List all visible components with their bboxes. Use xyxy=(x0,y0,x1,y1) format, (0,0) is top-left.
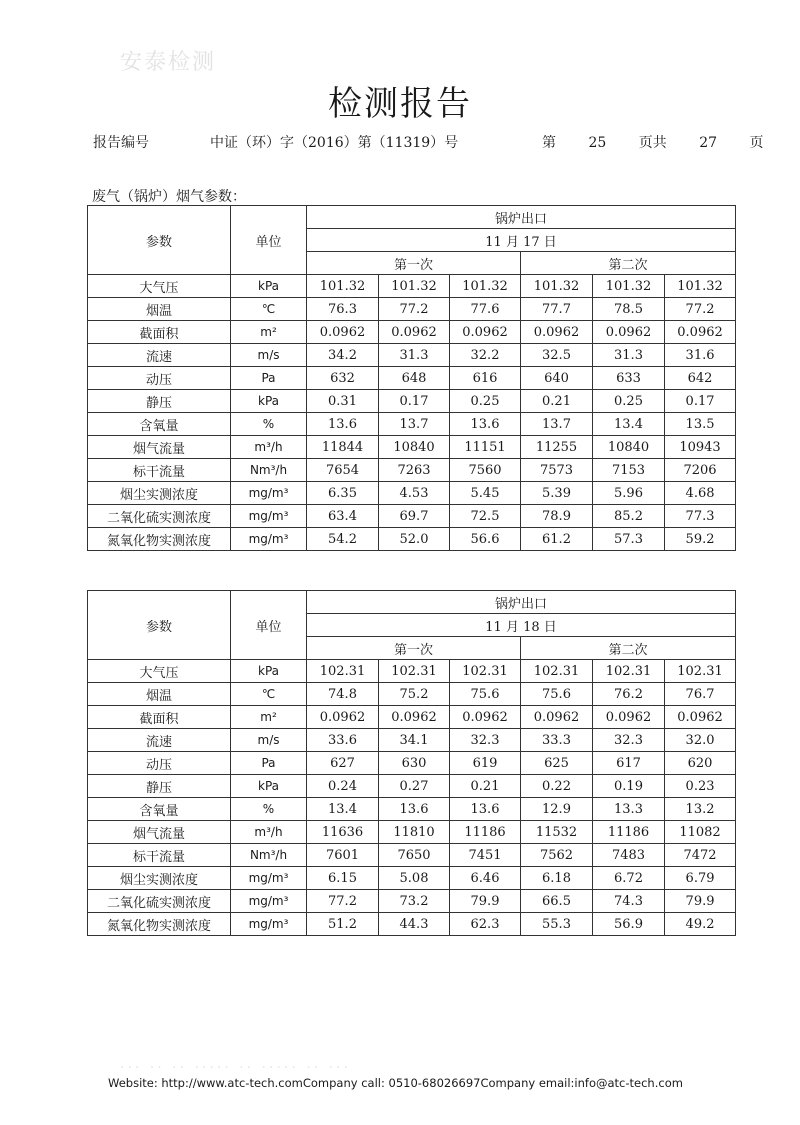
value-cell: 630 xyxy=(379,752,450,775)
value-cell: 55.3 xyxy=(521,913,593,936)
value-cell: 5.96 xyxy=(593,482,665,505)
table-row xyxy=(88,890,736,913)
header-row-location xyxy=(88,206,736,229)
param-unit: mg/m³ xyxy=(231,867,307,890)
flue-gas-table-day1 xyxy=(87,205,736,551)
value-cell: 101.32 xyxy=(450,275,521,298)
page-indicator xyxy=(542,132,777,152)
value-cell: 7472 xyxy=(665,844,736,867)
value-cell: 0.0962 xyxy=(593,321,665,344)
value-cell: 617 xyxy=(593,752,665,775)
param-unit: kPa xyxy=(231,390,307,413)
value-cell: 52.0 xyxy=(379,528,450,551)
value-cell: 32.5 xyxy=(521,344,593,367)
param-name: 流速 xyxy=(88,729,231,752)
value-cell: 7654 xyxy=(307,459,379,482)
param-unit: Pa xyxy=(231,752,307,775)
table-row xyxy=(88,706,736,729)
value-cell: 7263 xyxy=(379,459,450,482)
value-cell: 69.7 xyxy=(379,505,450,528)
param-unit: % xyxy=(231,413,307,436)
value-cell: 5.39 xyxy=(521,482,593,505)
table-row xyxy=(88,367,736,390)
header-location: 锅炉出口 xyxy=(307,206,736,229)
value-cell: 31.3 xyxy=(379,344,450,367)
value-cell: 0.0962 xyxy=(521,706,593,729)
table-row xyxy=(88,752,736,775)
value-cell: 44.3 xyxy=(379,913,450,936)
param-name: 二氧化硫实测浓度 xyxy=(88,890,231,913)
value-cell: 10943 xyxy=(665,436,736,459)
value-cell: 13.4 xyxy=(307,798,379,821)
value-cell: 85.2 xyxy=(593,505,665,528)
value-cell: 34.2 xyxy=(307,344,379,367)
col-header-param: 参数 xyxy=(88,591,231,660)
param-unit: mg/m³ xyxy=(231,482,307,505)
value-cell: 102.31 xyxy=(379,660,450,683)
value-cell: 54.2 xyxy=(307,528,379,551)
value-cell: 61.2 xyxy=(521,528,593,551)
watermark-logo: 安泰检测 xyxy=(120,50,217,75)
value-cell: 56.6 xyxy=(450,528,521,551)
value-cell: 13.6 xyxy=(450,413,521,436)
param-unit: mg/m³ xyxy=(231,528,307,551)
table-row xyxy=(88,528,736,551)
value-cell: 0.0962 xyxy=(379,706,450,729)
param-unit: ℃ xyxy=(231,683,307,706)
param-name: 烟尘实测浓度 xyxy=(88,482,231,505)
value-cell: 59.2 xyxy=(665,528,736,551)
value-cell: 102.31 xyxy=(521,660,593,683)
value-cell: 6.79 xyxy=(665,867,736,890)
value-cell: 632 xyxy=(307,367,379,390)
value-cell: 63.4 xyxy=(307,505,379,528)
value-cell: 0.0962 xyxy=(665,706,736,729)
value-cell: 62.3 xyxy=(450,913,521,936)
param-name: 截面积 xyxy=(88,321,231,344)
value-cell: 6.15 xyxy=(307,867,379,890)
value-cell: 7573 xyxy=(521,459,593,482)
param-name: 截面积 xyxy=(88,706,231,729)
value-cell: 0.21 xyxy=(521,390,593,413)
header-row-location xyxy=(88,591,736,614)
value-cell: 11532 xyxy=(521,821,593,844)
value-cell: 31.6 xyxy=(665,344,736,367)
page-label-3: 页 xyxy=(749,135,764,151)
header-run-2: 第二次 xyxy=(521,637,736,660)
value-cell: 7451 xyxy=(450,844,521,867)
flue-gas-table-day2 xyxy=(87,590,736,936)
value-cell: 102.31 xyxy=(450,660,521,683)
value-cell: 0.0962 xyxy=(450,706,521,729)
param-unit: m/s xyxy=(231,344,307,367)
param-name: 标干流量 xyxy=(88,844,231,867)
value-cell: 31.3 xyxy=(593,344,665,367)
value-cell: 13.6 xyxy=(379,798,450,821)
value-cell: 101.32 xyxy=(521,275,593,298)
value-cell: 11844 xyxy=(307,436,379,459)
value-cell: 0.0962 xyxy=(521,321,593,344)
param-name: 烟气流量 xyxy=(88,821,231,844)
value-cell: 78.9 xyxy=(521,505,593,528)
value-cell: 101.32 xyxy=(593,275,665,298)
value-cell: 13.6 xyxy=(450,798,521,821)
value-cell: 0.0962 xyxy=(450,321,521,344)
value-cell: 76.7 xyxy=(665,683,736,706)
value-cell: 11082 xyxy=(665,821,736,844)
value-cell: 0.17 xyxy=(665,390,736,413)
table-row xyxy=(88,505,736,528)
value-cell: 5.08 xyxy=(379,867,450,890)
value-cell: 32.3 xyxy=(450,729,521,752)
value-cell: 13.5 xyxy=(665,413,736,436)
param-name: 烟温 xyxy=(88,298,231,321)
value-cell: 11255 xyxy=(521,436,593,459)
value-cell: 0.17 xyxy=(379,390,450,413)
value-cell: 13.4 xyxy=(593,413,665,436)
value-cell: 79.9 xyxy=(665,890,736,913)
value-cell: 11151 xyxy=(450,436,521,459)
value-cell: 11810 xyxy=(379,821,450,844)
value-cell: 33.6 xyxy=(307,729,379,752)
value-cell: 7153 xyxy=(593,459,665,482)
value-cell: 57.3 xyxy=(593,528,665,551)
value-cell: 76.2 xyxy=(593,683,665,706)
value-cell: 4.53 xyxy=(379,482,450,505)
table-row xyxy=(88,821,736,844)
value-cell: 13.6 xyxy=(307,413,379,436)
param-name: 动压 xyxy=(88,752,231,775)
value-cell: 620 xyxy=(665,752,736,775)
table-row xyxy=(88,683,736,706)
value-cell: 633 xyxy=(593,367,665,390)
value-cell: 73.2 xyxy=(379,890,450,913)
param-name: 大气压 xyxy=(88,660,231,683)
report-number-label: 报告编号 xyxy=(93,135,149,151)
value-cell: 101.32 xyxy=(665,275,736,298)
param-unit: Nm³/h xyxy=(231,844,307,867)
param-unit: ℃ xyxy=(231,298,307,321)
value-cell: 0.0962 xyxy=(379,321,450,344)
value-cell: 7650 xyxy=(379,844,450,867)
footer-contact: Website: http://www.atc-tech.comCompany call: 0510-68026697Company email:info@atc-tech.com xyxy=(108,1076,683,1090)
param-name: 静压 xyxy=(88,775,231,798)
table-row xyxy=(88,298,736,321)
table-row xyxy=(88,459,736,482)
value-cell: 13.2 xyxy=(665,798,736,821)
value-cell: 640 xyxy=(521,367,593,390)
value-cell: 12.9 xyxy=(521,798,593,821)
value-cell: 0.22 xyxy=(521,775,593,798)
value-cell: 72.5 xyxy=(450,505,521,528)
header-run-1: 第一次 xyxy=(307,252,521,275)
value-cell: 10840 xyxy=(593,436,665,459)
table-row xyxy=(88,436,736,459)
report-number-value: 中证（环）字（2016）第（11319）号 xyxy=(210,135,459,151)
value-cell: 77.7 xyxy=(521,298,593,321)
param-unit: mg/m³ xyxy=(231,505,307,528)
value-cell: 7483 xyxy=(593,844,665,867)
param-unit: m² xyxy=(231,706,307,729)
param-unit: kPa xyxy=(231,775,307,798)
value-cell: 4.68 xyxy=(665,482,736,505)
header-date: 11 月 18 日 xyxy=(307,614,736,637)
value-cell: 77.2 xyxy=(665,298,736,321)
value-cell: 5.45 xyxy=(450,482,521,505)
value-cell: 0.24 xyxy=(307,775,379,798)
value-cell: 11636 xyxy=(307,821,379,844)
param-unit: m³/h xyxy=(231,821,307,844)
param-unit: kPa xyxy=(231,660,307,683)
param-unit: % xyxy=(231,798,307,821)
value-cell: 619 xyxy=(450,752,521,775)
value-cell: 11186 xyxy=(593,821,665,844)
table-row xyxy=(88,775,736,798)
param-unit: Nm³/h xyxy=(231,459,307,482)
table-row xyxy=(88,660,736,683)
value-cell: 627 xyxy=(307,752,379,775)
page-label-2: 页共 xyxy=(638,135,667,151)
value-cell: 0.0962 xyxy=(307,706,379,729)
table-row xyxy=(88,344,736,367)
value-cell: 0.0962 xyxy=(665,321,736,344)
footer-company-watermark: ··· ·· ·· ····· ·· ····· ·· ··· xyxy=(120,1060,351,1076)
value-cell: 13.3 xyxy=(593,798,665,821)
param-name: 大气压 xyxy=(88,275,231,298)
table-row xyxy=(88,867,736,890)
value-cell: 0.25 xyxy=(593,390,665,413)
header-date: 11 月 17 日 xyxy=(307,229,736,252)
value-cell: 0.0962 xyxy=(593,706,665,729)
param-name: 烟尘实测浓度 xyxy=(88,867,231,890)
value-cell: 7562 xyxy=(521,844,593,867)
param-name: 氮氧化物实测浓度 xyxy=(88,528,231,551)
param-name: 静压 xyxy=(88,390,231,413)
value-cell: 77.6 xyxy=(450,298,521,321)
table-row xyxy=(88,321,736,344)
value-cell: 13.7 xyxy=(379,413,450,436)
value-cell: 6.35 xyxy=(307,482,379,505)
value-cell: 76.3 xyxy=(307,298,379,321)
value-cell: 616 xyxy=(450,367,521,390)
value-cell: 0.27 xyxy=(379,775,450,798)
value-cell: 7601 xyxy=(307,844,379,867)
value-cell: 625 xyxy=(521,752,593,775)
value-cell: 6.18 xyxy=(521,867,593,890)
param-name: 烟气流量 xyxy=(88,436,231,459)
value-cell: 642 xyxy=(665,367,736,390)
value-cell: 75.6 xyxy=(521,683,593,706)
value-cell: 6.72 xyxy=(593,867,665,890)
value-cell: 32.0 xyxy=(665,729,736,752)
value-cell: 0.19 xyxy=(593,775,665,798)
value-cell: 0.31 xyxy=(307,390,379,413)
value-cell: 34.1 xyxy=(379,729,450,752)
param-unit: Pa xyxy=(231,367,307,390)
value-cell: 51.2 xyxy=(307,913,379,936)
value-cell: 74.3 xyxy=(593,890,665,913)
value-cell: 56.9 xyxy=(593,913,665,936)
value-cell: 33.3 xyxy=(521,729,593,752)
param-name: 氮氧化物实测浓度 xyxy=(88,913,231,936)
value-cell: 74.8 xyxy=(307,683,379,706)
value-cell: 49.2 xyxy=(665,913,736,936)
page-label-1: 第 xyxy=(542,135,556,151)
value-cell: 77.2 xyxy=(307,890,379,913)
value-cell: 7206 xyxy=(665,459,736,482)
value-cell: 6.46 xyxy=(450,867,521,890)
value-cell: 75.6 xyxy=(450,683,521,706)
col-header-param: 参数 xyxy=(88,206,231,275)
value-cell: 77.2 xyxy=(379,298,450,321)
param-unit: m³/h xyxy=(231,436,307,459)
value-cell: 102.31 xyxy=(665,660,736,683)
param-name: 流速 xyxy=(88,344,231,367)
param-name: 标干流量 xyxy=(88,459,231,482)
table-row xyxy=(88,275,736,298)
table-row xyxy=(88,844,736,867)
value-cell: 0.21 xyxy=(450,775,521,798)
value-cell: 0.0962 xyxy=(307,321,379,344)
param-name: 含氧量 xyxy=(88,413,231,436)
param-unit: mg/m³ xyxy=(231,890,307,913)
col-header-unit: 单位 xyxy=(231,206,307,275)
value-cell: 11186 xyxy=(450,821,521,844)
param-unit: m/s xyxy=(231,729,307,752)
value-cell: 102.31 xyxy=(307,660,379,683)
value-cell: 79.9 xyxy=(450,890,521,913)
page-total: 27 xyxy=(699,135,718,151)
header-run-1: 第一次 xyxy=(307,637,521,660)
value-cell: 32.3 xyxy=(593,729,665,752)
table-row xyxy=(88,390,736,413)
value-cell: 648 xyxy=(379,367,450,390)
table-row xyxy=(88,413,736,436)
param-unit: m² xyxy=(231,321,307,344)
table-row xyxy=(88,913,736,936)
param-name: 烟温 xyxy=(88,683,231,706)
value-cell: 75.2 xyxy=(379,683,450,706)
header-location: 锅炉出口 xyxy=(307,591,736,614)
value-cell: 13.7 xyxy=(521,413,593,436)
param-name: 含氧量 xyxy=(88,798,231,821)
value-cell: 10840 xyxy=(379,436,450,459)
value-cell: 102.31 xyxy=(593,660,665,683)
value-cell: 77.3 xyxy=(665,505,736,528)
value-cell: 101.32 xyxy=(379,275,450,298)
param-name: 二氧化硫实测浓度 xyxy=(88,505,231,528)
page-title: 检测报告 xyxy=(328,84,472,124)
value-cell: 0.23 xyxy=(665,775,736,798)
table-row xyxy=(88,798,736,821)
value-cell: 101.32 xyxy=(307,275,379,298)
value-cell: 32.2 xyxy=(450,344,521,367)
param-name: 动压 xyxy=(88,367,231,390)
param-unit: kPa xyxy=(231,275,307,298)
value-cell: 0.25 xyxy=(450,390,521,413)
value-cell: 78.5 xyxy=(593,298,665,321)
table-row xyxy=(88,482,736,505)
section-title: 废气（锅炉）烟气参数： xyxy=(92,189,246,205)
col-header-unit: 单位 xyxy=(231,591,307,660)
header-run-2: 第二次 xyxy=(521,252,736,275)
param-unit: mg/m³ xyxy=(231,913,307,936)
page-current: 25 xyxy=(588,135,607,151)
value-cell: 66.5 xyxy=(521,890,593,913)
table-row xyxy=(88,729,736,752)
value-cell: 7560 xyxy=(450,459,521,482)
